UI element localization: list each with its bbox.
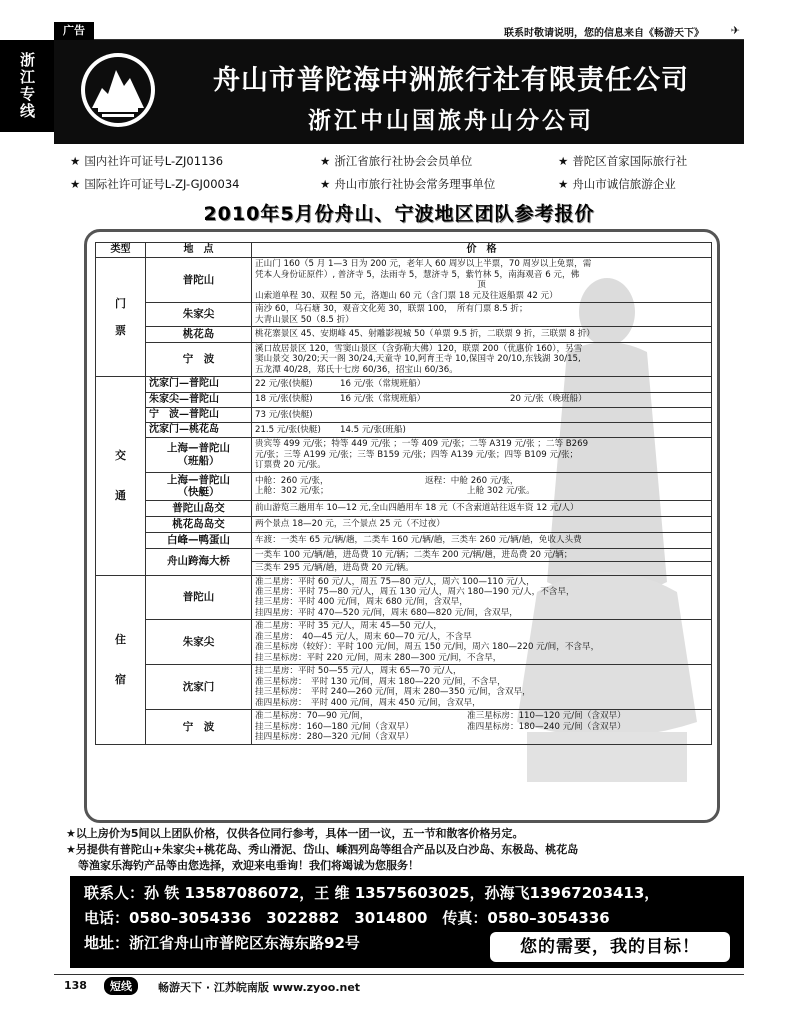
header-banner — [54, 40, 744, 144]
price-cell: 73 元/张(快艇) — [252, 407, 712, 422]
price-cell: 准二星标房：70—90 元/间， 准三星标房：110—120 元/间（含双早） 挂三星标房：160—180 元/间（含双早） 准四星标房：180—240 元/间（含双早） 挂四星标房：280—320 元/间（含双早） — [252, 710, 712, 744]
credential-item: ★ 国际社许可证号L-ZJ-GJ00034 — [70, 177, 240, 191]
price-table — [95, 242, 712, 745]
credential-item: ★ 国内社许可证号L-ZJ01136 — [70, 154, 224, 168]
place-cell: 普陀山岛交 — [146, 501, 252, 517]
place-cell: 沈家门—普陀山 — [146, 377, 252, 392]
category-tickets: 门 票 — [96, 258, 146, 377]
price-cell: 一类车 100 元/辆/趟，进岛费 10 元/辆；二类车 200 元/辆/趟，进岛费 20 元/辆； — [252, 548, 712, 561]
company-logo-icon — [78, 50, 158, 130]
price-cell: 桃花寨景区 45、安期峰 45、射雕影视城 50（单票 9.5 折，二联票 9 折，三联票 8 折） — [252, 327, 712, 343]
price-cell: 三类车 295 元/辆/趟，进岛费 20 元/辆。 — [252, 562, 712, 575]
place-cell: 白峰—鸭蛋山 — [146, 532, 252, 548]
price-cell: 两个景点 18—20 元，三个景点 25 元（不过夜） — [252, 516, 712, 532]
place-cell: 桃花岛 — [146, 327, 252, 343]
note-line: ★以上房价为5间以上团队价格，仅供各位同行参考，具体一团一议，五一节和散客价格另定。 — [66, 827, 524, 840]
top-bar — [54, 22, 744, 40]
table-row — [96, 438, 712, 472]
branch-name: 浙江中山国旅舟山分公司 — [308, 108, 594, 134]
side-tab: 浙江专线 — [0, 40, 54, 132]
table-row — [96, 303, 712, 327]
credential-item: ★ 舟山市诚信旅游企业 — [558, 177, 676, 191]
note-line: 等渔家乐海钓产品等由您选择，欢迎来电垂询！我们将竭诚为您服务！ — [78, 859, 419, 872]
place-cell: 宁 波—普陀山 — [146, 407, 252, 422]
price-cell: 车渡：一类车 65 元/辆/趟，二类车 160 元/辆/趟，三类车 260 元/辆/趟，免收人头费 — [252, 532, 712, 548]
note-line: ★另提供有普陀山+朱家尖+桃花岛、秀山滑泥、岱山、嵊泗列岛等组合产品以及白沙岛、东极岛、桃花岛 — [66, 843, 579, 856]
header-place: 地 点 — [146, 243, 252, 258]
place-cell: 宁 波 — [146, 342, 252, 376]
place-cell: 普陀山 — [146, 258, 252, 303]
price-cell: 准二星房：平时 35 元/人，周末 45—50 元/人， 准三星房： 40—45 元/人，周末 60—70 元/人，不含早 准三星标房（较好）：平时 100 元/间，周五 150 元/间，周六 180—220 元/间，不含早， 挂三星标房：平时 220 元/间，周末 280—300 元/间，不含早， — [252, 620, 712, 665]
credential-item: ★ 浙江省旅行社协会会员单位 — [320, 154, 473, 168]
table-row — [96, 342, 712, 376]
price-table-frame — [84, 229, 720, 823]
star-icon: ★ — [70, 177, 81, 191]
slogan: 您的需要，我的目标！ — [490, 932, 730, 962]
page-number: 138 — [64, 979, 87, 992]
table-row — [96, 532, 712, 548]
place-cell: 宁 波 — [146, 710, 252, 744]
star-icon: ★ — [66, 843, 76, 856]
place-cell: 舟山跨海大桥 — [146, 548, 252, 575]
price-cell: 21.5 元/张(快艇) 14.5 元/张(班船) — [252, 422, 712, 437]
price-cell: 正山门 160（5 月 1—3 日为 200 元，老年人 60 周岁以上半票，70 周岁以上免票，需 凭本人身份证原件）, 普济寺 5，法雨寺 5，慧济寺 5，紫竹林 5，南海观音 6 元，佛 顶 山索道单程 30、双程 50 元，洛迦山 60 元（含门票 18 元及往返船票 42 元） — [252, 258, 712, 303]
star-icon: ★ — [66, 827, 76, 840]
place-cell: 沈家门 — [146, 665, 252, 710]
price-cell: 溪口故居景区 120，雪窦山景区（含弥勒大佛）120，联票 200（优惠价 160），另雪 窦山景交 30/20;天一阁 30/24,天童寺 10,阿育王寺 10,保国寺 20/10,东钱湖 30/15, 五龙潭 40/28，郑氏十七房 60/36，招宝山 60/36。 — [252, 342, 712, 376]
notes — [66, 826, 746, 874]
table-row — [96, 620, 712, 665]
plane-icon: ✈ — [730, 24, 740, 37]
section-brand: 短线 — [104, 977, 138, 995]
price-cell: 挂二星房：平时 50—55 元/人，周末 65—70 元/人， 准三星标房： 平时 130 元/间，周末 180—220 元/间，不含早， 挂三星标房： 平时 240—260 元/间，周末 280—350 元/间，含双早， 准四星标房： 平时 400 元/间，周末 450 元/间，含双早， — [252, 665, 712, 710]
publication-info: 畅游天下 · 江苏皖南版 www.zyoo.net — [158, 981, 361, 994]
place-cell: 上海—普陀山 （快艇） — [146, 472, 252, 501]
category-lodging: 住 宿 — [96, 575, 146, 744]
ad-tag: 广告 — [54, 22, 94, 40]
star-icon: ★ — [558, 154, 569, 168]
contact-people: 联系人：孙 铁 13587086072，王 维 13575603025，孙海飞13967203413， — [84, 884, 660, 902]
star-icon: ★ — [558, 177, 569, 191]
star-icon: ★ — [70, 154, 81, 168]
price-cell: 准二星房：平时 60 元/人，周五 75—80 元/人，周六 100—110 元/人， 准三星房：平时 75—80 元/人，周五 130 元/人，周六 180—190 元/人，不含早， 挂三星房：平时 400 元/间，周末 680 元/间，含双早， 挂四星房：平时 470—520 元/间，周末 680—820 元/间，含双早， — [252, 575, 712, 620]
table-row — [96, 516, 712, 532]
place-cell: 沈家门—桃花岛 — [146, 422, 252, 437]
star-icon: ★ — [320, 154, 331, 168]
place-cell: 普陀山 — [146, 575, 252, 620]
contact-address: 地址：浙江省舟山市普陀区东海东路92号 — [84, 934, 360, 952]
table-row — [96, 472, 712, 501]
price-list-title: 2010年5月份舟山、宁波地区团队参考报价 — [203, 203, 595, 225]
header-price: 价 格 — [252, 243, 712, 258]
place-cell: 朱家尖 — [146, 620, 252, 665]
place-cell: 朱家尖—普陀山 — [146, 392, 252, 407]
price-cell: 中舱：260 元/张， 返程：中舱 260 元/张， 上舱：302 元/张； 上舱 302 元/张。 — [252, 472, 712, 501]
table-row — [96, 422, 712, 437]
credential-item: ★ 舟山市旅行社协会常务理事单位 — [320, 177, 496, 191]
table-row — [96, 377, 712, 392]
footer — [54, 974, 744, 996]
star-icon: ★ — [320, 177, 331, 191]
price-cell: 南沙 60，乌石塘 30，观音文化苑 30，联票 100， 所有门票 8.5 折； 大青山景区 50（8.5 折） — [252, 303, 712, 327]
place-cell: 上海—普陀山 （班船） — [146, 438, 252, 472]
price-cell: 前山游览三趟用车 10—12 元,全山四趟用车 18 元（不含索道站往返车资 12 元/人） — [252, 501, 712, 517]
table-row — [96, 665, 712, 710]
table-row — [96, 407, 712, 422]
place-cell: 桃花岛岛交 — [146, 516, 252, 532]
table-row — [96, 501, 712, 517]
category-transport: 交 通 — [96, 377, 146, 575]
source-note: 联系时敬请说明，您的信息来自《畅游天下》 — [504, 28, 704, 39]
table-row — [96, 575, 712, 620]
table-row — [96, 258, 712, 303]
header-type: 类型 — [96, 243, 146, 258]
contact-phone: 电话：0580–3054336 3022882 3014800 传真：0580–3054336 — [84, 909, 610, 927]
place-cell: 朱家尖 — [146, 303, 252, 327]
table-row — [96, 548, 712, 561]
table-row — [96, 327, 712, 343]
company-name: 舟山市普陀海中洲旅行社有限责任公司 — [213, 65, 689, 96]
contact-block — [70, 876, 744, 968]
credential-item: ★ 普陀区首家国际旅行社 — [558, 154, 688, 168]
price-cell: 22 元/张(快艇) 16 元/张（常规班船） — [252, 377, 712, 392]
price-cell: 贵宾等 499 元/张；特等 449 元/张 ；一等 409 元/张；二等 A319 元/张 ；二等 B269 元/张；三等 A199 元/张；三等 B159 元/张；四等 A139 元/张；四等 B109 元/张； 订票费 20 元/张。 — [252, 438, 712, 472]
table-header-row — [96, 243, 712, 258]
table-row — [96, 392, 712, 407]
price-cell: 18 元/张(快艇) 16 元/张（常规班船） 20 元/张（晚班船） — [252, 392, 712, 407]
table-row — [96, 710, 712, 744]
